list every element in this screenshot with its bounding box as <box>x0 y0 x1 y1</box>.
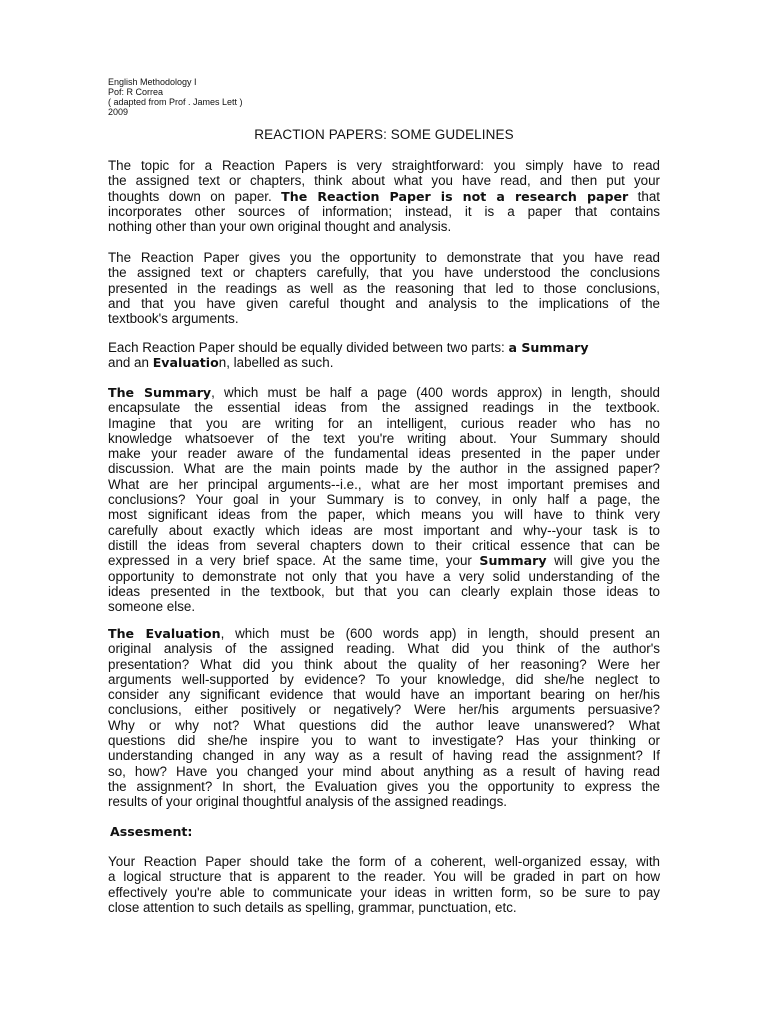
text-line: understanding changed in any way as a result of having read the assignment? If <box>108 748 660 764</box>
professor-name: Pof: R Correa <box>108 87 164 97</box>
text-line: so, how? Have you changed your mind about anything as a result of having read <box>108 763 660 779</box>
text-line: Imagine that you are writing for an intelligent, curious reader who has no <box>108 415 660 431</box>
paragraph-evaluation <box>108 626 660 810</box>
text-line: encapsulate the essential ideas from the assigned readings in the textbook. <box>108 400 660 416</box>
text-line: most significant ideas from the paper, which means you will have to think very <box>108 507 660 523</box>
text-line: What are her principal arguments--i.e., what are her most important premises and <box>108 476 660 492</box>
text-line: The Summary, which must be half a page (400 words approx) in length, should <box>108 385 660 400</box>
text-line: textbook's arguments. <box>108 311 239 327</box>
text-line: presentation? What did you think about the quality of her reasoning? Were her <box>108 656 660 672</box>
text-line: Why or why not? What questions did the author leave unanswered? What <box>108 717 660 733</box>
bold-phrase: Evaluatio <box>152 355 219 371</box>
bold-phrase: a Summary <box>508 340 589 355</box>
text-line: The topic for a Reaction Papers is very straightforward: you simply have to read <box>108 158 660 173</box>
text-line: Each Reaction Paper should be equally divided between two parts: a Summary <box>108 340 589 355</box>
text-line: the assigned text or chapters, think about what you have read, and then put your <box>108 173 660 189</box>
text-line: original analysis of the assigned reading. What did you think of the author's <box>108 641 660 657</box>
text-line: the assignment? In short, the Evaluation gives you the opportunity to express the <box>108 778 660 794</box>
text-line: distill the ideas from several chapters down to their critical essence that can be <box>108 537 660 553</box>
assessment-heading: Assesment: <box>110 824 193 839</box>
paragraph-opportunity <box>108 250 660 326</box>
text-line: discussion. What are the main points made by the author in the assigned paper? <box>108 461 660 477</box>
text-line: make your reader aware of the fundamental ideas presented in the paper under <box>108 446 660 462</box>
text-line: questions did she/he inspire you to want to investigate? Has your thinking or <box>108 733 660 749</box>
bold-phrase: The Reaction Paper is not a research paper <box>281 188 629 204</box>
bold-phrase: Summary <box>479 553 547 569</box>
text-line: conclusions? Your goal in your Summary is to convey, in only half a page, the <box>108 492 660 508</box>
text-line: presented in the readings as well as the reasoning that led to those conclusions, <box>108 280 660 296</box>
text-line: effectively you're able to communicate your ideas in written form, so be sure to pay <box>108 884 660 900</box>
text-line: knowledge whatsoever of the text you're writing about. Your Summary should <box>108 430 660 446</box>
adapted-note: ( adapted from Prof . James Lett ) <box>108 97 243 107</box>
text-line: and an Evaluation, labelled as such. <box>108 355 334 371</box>
text-line: a logical structure that is apparent to the reader. You will be graded in part on how <box>108 869 660 885</box>
text-line: incorporates other sources of information; instead, it is a paper that contains <box>108 203 660 219</box>
text-line: close attention to such details as spelling, grammar, punctuation, etc. <box>108 899 517 915</box>
text-line: someone else. <box>108 599 196 615</box>
text-line: arguments well-supported by evidence? To your knowledge, did she/he neglect to <box>108 671 660 687</box>
text-line: Your Reaction Paper should take the form of a coherent, well-organized essay, with <box>108 854 660 869</box>
paragraph-assessment <box>108 854 660 915</box>
text-line: carefully about exactly which ideas are most important and why--your task is to <box>108 522 660 538</box>
text-line: thoughts down on paper. The Reaction Paper is not a research paper that <box>108 188 660 204</box>
bold-phrase: The Summary <box>108 385 212 400</box>
year: 2009 <box>108 107 129 117</box>
document-title: REACTION PAPERS: SOME GUDELINES <box>254 127 514 142</box>
text-line: expressed in a very brief space. At the same time, your Summary will give you the <box>108 553 660 569</box>
text-line: consider any significant evidence that would have an important bearing on her/his <box>108 687 660 703</box>
text-line: conclusions, either positively or negatively? Were her/his arguments persuasive? <box>108 702 660 718</box>
course-name: English Methodology I <box>108 77 197 87</box>
text-line: the assigned text or chapters carefully, that you have understood the conclusions <box>108 265 660 281</box>
bold-phrase: The Evaluation <box>108 626 221 641</box>
text-line: opportunity to demonstrate not only that you have a very solid understanding of the <box>108 568 660 584</box>
text-line: nothing other than your own original thought and analysis. <box>108 219 452 235</box>
text-line: ideas presented in the textbook, but that you can clearly explain those ideas to <box>108 583 660 599</box>
text-line: The Reaction Paper gives you the opportunity to demonstrate that you have read <box>108 250 660 265</box>
text-line: and that you have given careful thought and analysis to the implications of the <box>108 295 660 311</box>
text-line: The Evaluation, which must be (600 words app) in length, should present an <box>108 626 660 641</box>
text-line: results of your original thoughtful analysis of the assigned readings. <box>108 794 507 810</box>
paragraph-two-parts <box>108 340 660 371</box>
paragraph-summary <box>108 385 660 614</box>
paragraph-intro <box>108 158 660 234</box>
document-header <box>108 77 243 117</box>
